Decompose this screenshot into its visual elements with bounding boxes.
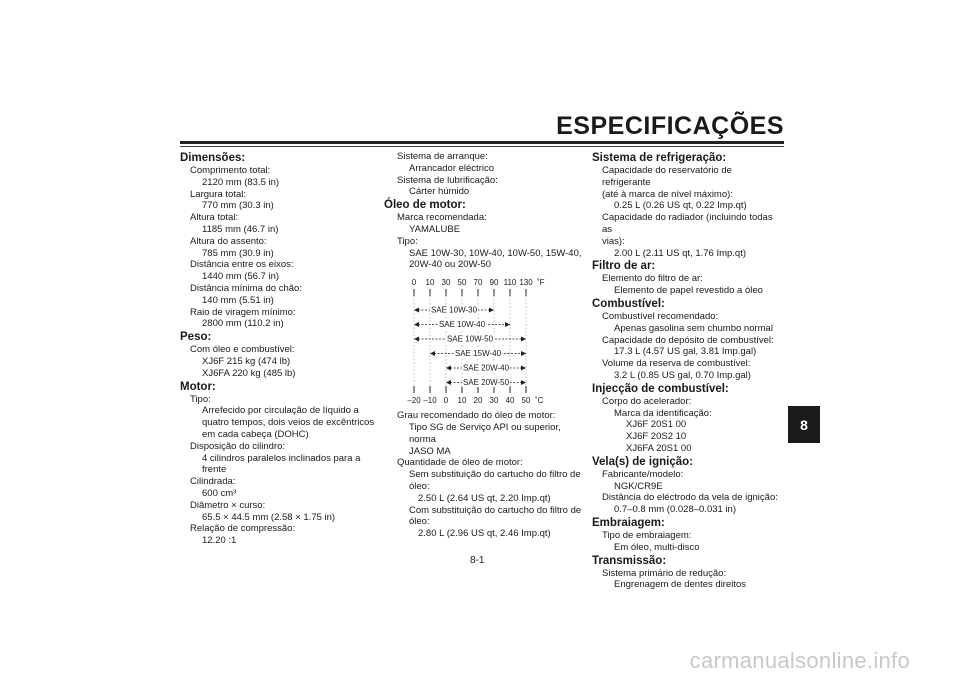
spec-line: Altura do assento: [190,235,267,247]
spec-line: 2.50 L (2.64 US qt, 2.20 Imp.qt) [418,492,551,504]
header-rule-thin [180,146,784,147]
spec-line: Cárter húmido [409,186,470,198]
arrow-right-icon [521,351,526,356]
arrow-right-icon [489,308,494,313]
spec-line: Disposição do cilindro: [190,440,286,452]
spec-line: quatro tempos, dois veios de excêntricos [202,417,375,429]
arrow-left-icon [430,351,435,356]
spec-line: óleo: [409,480,430,492]
spec-line: XJ6F 20S2 10 [626,431,687,443]
column-1 [180,151,380,547]
spec-line: 600 cm³ [202,487,237,499]
spec-line: SAE 10W-30, 10W-40, 10W-50, 15W-40, [409,247,582,259]
spec-line: 2120 mm (83.5 in) [202,176,280,188]
spec-line: JASO MA [409,445,451,457]
grade-label: SAE 15W-40 [454,349,502,359]
spec-line: 17.3 L (4.57 US gal, 3.81 Imp.gal) [614,346,757,358]
spec-line: Arrancador eléctrico [409,162,495,174]
f-tick-label: 130 [519,278,533,288]
spec-line: 140 mm (5.51 in) [202,294,274,306]
section-heading: Peso: [180,331,212,344]
spec-line: Tipo SG de Serviço API ou superior, norma [409,421,561,445]
spec-line: Comprimento total: [190,165,271,176]
spec-line: Capacidade do reservatório de refrigerante [602,165,732,188]
f-tick-label: 50 [457,278,467,288]
arrow-left-icon [414,337,419,342]
spec-line: 2.00 L (2.11 US qt, 1.76 Imp.qt) [614,247,747,259]
section-heading: Motor: [180,380,216,393]
spec-line: 770 mm (30.3 in) [202,200,274,212]
grade-label: SAE 10W-50 [446,334,494,344]
f-tick-label: 30 [441,278,451,288]
spec-line: Sistema de lubrificação: [397,174,498,186]
spec-line: Engrenagem de dentes direitos [614,579,747,591]
c-tick-label: 20 [473,396,483,406]
section-heading: Vela(s) de ignição: [592,455,693,468]
arrow-left-icon [414,308,419,313]
spec-line: 3.2 L (0.85 US gal, 0.70 Imp.gal) [614,369,751,381]
f-tick-label: 70 [473,278,483,288]
column-3 [592,151,782,591]
spec-line: Distância mínima do chão: [190,282,302,294]
spec-line: Capacidade do depósito de combustível: [602,334,774,346]
spec-line: 65.5 × 44.5 mm (2.58 × 1.75 in) [202,511,336,523]
grade-label: SAE 20W-50 [462,378,510,388]
arrow-left-icon [446,380,451,385]
grade-label: SAE 20W-40 [462,363,510,373]
spec-line: 1185 mm (46.7 in) [202,223,279,235]
c-tick-label: 30 [489,396,499,406]
spec-line: Distância entre os eixos: [190,259,294,271]
spec-line: Volume da reserva de combustível: [602,358,751,370]
spec-line: Com óleo e combustível: [190,344,295,356]
c-tick-label: 50 [521,396,531,406]
spec-line: Elemento do filtro de ar: [602,273,703,285]
spec-line: Tipo: [190,393,211,405]
spec-line: XJ6F 215 kg (474 lb) [202,355,291,367]
f-tick-label: ˚F [537,278,545,288]
spec-line: (até à marca de nível máximo): [602,188,733,200]
page-number: 8-1 [470,555,485,566]
spec-line: Combustível recomendado: [602,310,719,322]
spec-line: Relação de compressão: [190,523,296,535]
spec-line: Altura total: [190,212,239,224]
f-tick-label: 110 [503,278,517,288]
spec-line: XJ6FA 220 kg (485 lb) [202,367,296,379]
section-heading: Transmissão: [592,554,667,567]
section-heading: Filtro de ar: [592,260,656,273]
spec-line: Capacidade do radiador (incluindo todas as [602,212,773,235]
arrow-left-icon [446,366,451,371]
c-tick-label: 10 [457,396,467,406]
arrow-right-icon [505,322,510,327]
spec-line: XJ6F 20S1 00 [626,419,687,431]
spec-line: 1440 mm (56.7 in) [202,271,280,283]
section-heading: Embraiagem: [592,516,665,529]
spec-line: óleo: [409,516,430,528]
spec-line: Em óleo, multi-disco [614,541,700,553]
spec-line: 0.25 L (0.26 US qt, 0.22 Imp.qt) [614,200,747,212]
spec-line: Diâmetro × curso: [190,499,266,511]
c-tick-label: ˚C [535,396,544,406]
spec-line: 0.7–0.8 mm (0.028–0.031 in) [614,504,736,516]
column-2-bottom [384,410,584,540]
arrow-right-icon [521,380,526,385]
grade-label: SAE 10W-40 [438,320,486,330]
spec-line: 20W-40 ou 20W-50 [409,259,492,271]
spec-line: Apenas gasolina sem chumbo normal [614,322,773,334]
spec-line: Cilindrada: [190,476,236,488]
spec-line: Tipo: [397,235,418,247]
spec-line: Distância do eléctrodo da vela de ignição: [602,492,778,504]
c-tick-label: 40 [505,396,515,406]
oil-viscosity-chart [406,276,556,406]
page-title: ESPECIFICAÇÕES [556,112,784,140]
spec-line: Tipo de embraiagem: [602,529,692,541]
section-heading: Dimensões: [180,152,246,164]
f-tick-label: 10 [425,278,435,288]
spec-line: Arrefecido por circulação de líquido a [202,405,359,417]
spec-line: Com substituição do cartucho do filtro de [409,504,582,516]
spec-line: Corpo do acelerador: [602,395,692,407]
spec-line: Quantidade de óleo de motor: [397,457,523,469]
spec-line: Marca da identificação: [614,407,712,419]
arrow-right-icon [521,337,526,342]
spec-line: 4 cilindros paralelos inclinados para a [202,452,361,464]
spec-line: NGK/CR9E [614,480,663,492]
c-tick-label: 0 [443,396,449,406]
header-rule-thick [180,141,784,144]
spec-line: 12.20 :1 [202,535,237,547]
spec-line: vias): [602,235,625,247]
column-2-top [384,151,584,271]
spec-line: Elemento de papel revestido a óleo [614,285,763,297]
column-2 [384,151,584,540]
oil-viscosity-chart-svg [406,276,556,406]
watermark: carmanualsonline.info [689,648,910,673]
spec-line: XJ6FA 20S1 00 [626,442,692,454]
spec-line: frente [202,464,227,476]
grade-label: SAE 10W-30 [430,305,478,315]
f-tick-label: 0 [411,278,417,288]
spec-line: Largura total: [190,188,246,200]
f-tick-label: 90 [489,278,499,288]
spec-line: YAMALUBE [409,223,461,235]
section-heading: Óleo de motor: [384,199,466,212]
spec-line: Sistema de arranque: [397,151,488,162]
spec-line: 2.80 L (2.96 US qt, 2.46 Imp.qt) [418,528,551,540]
spec-line: Sistema primário de redução: [602,567,727,579]
spec-line: Grau recomendado do óleo de motor: [397,410,556,422]
arrow-right-icon [521,366,526,371]
c-tick-label: –10 [423,396,437,406]
section-heading: Sistema de refrigeração: [592,152,727,164]
section-heading: Injecção de combustível: [592,382,729,395]
arrow-left-icon [414,322,419,327]
spec-line: Marca recomendada: [397,212,487,224]
spec-line: 2800 mm (110.2 in) [202,318,284,330]
spec-line: em cada cabeça (DOHC) [202,428,309,440]
section-heading: Combustível: [592,297,665,310]
c-tick-label: –20 [407,396,421,406]
spec-line: Raio de viragem mínimo: [190,306,296,318]
spec-line: 785 mm (30.9 in) [202,247,274,259]
spec-line: Fabricante/modelo: [602,468,684,480]
spec-line: Sem substituição do cartucho do filtro de [409,469,581,481]
chapter-tab: 8 [788,406,820,443]
